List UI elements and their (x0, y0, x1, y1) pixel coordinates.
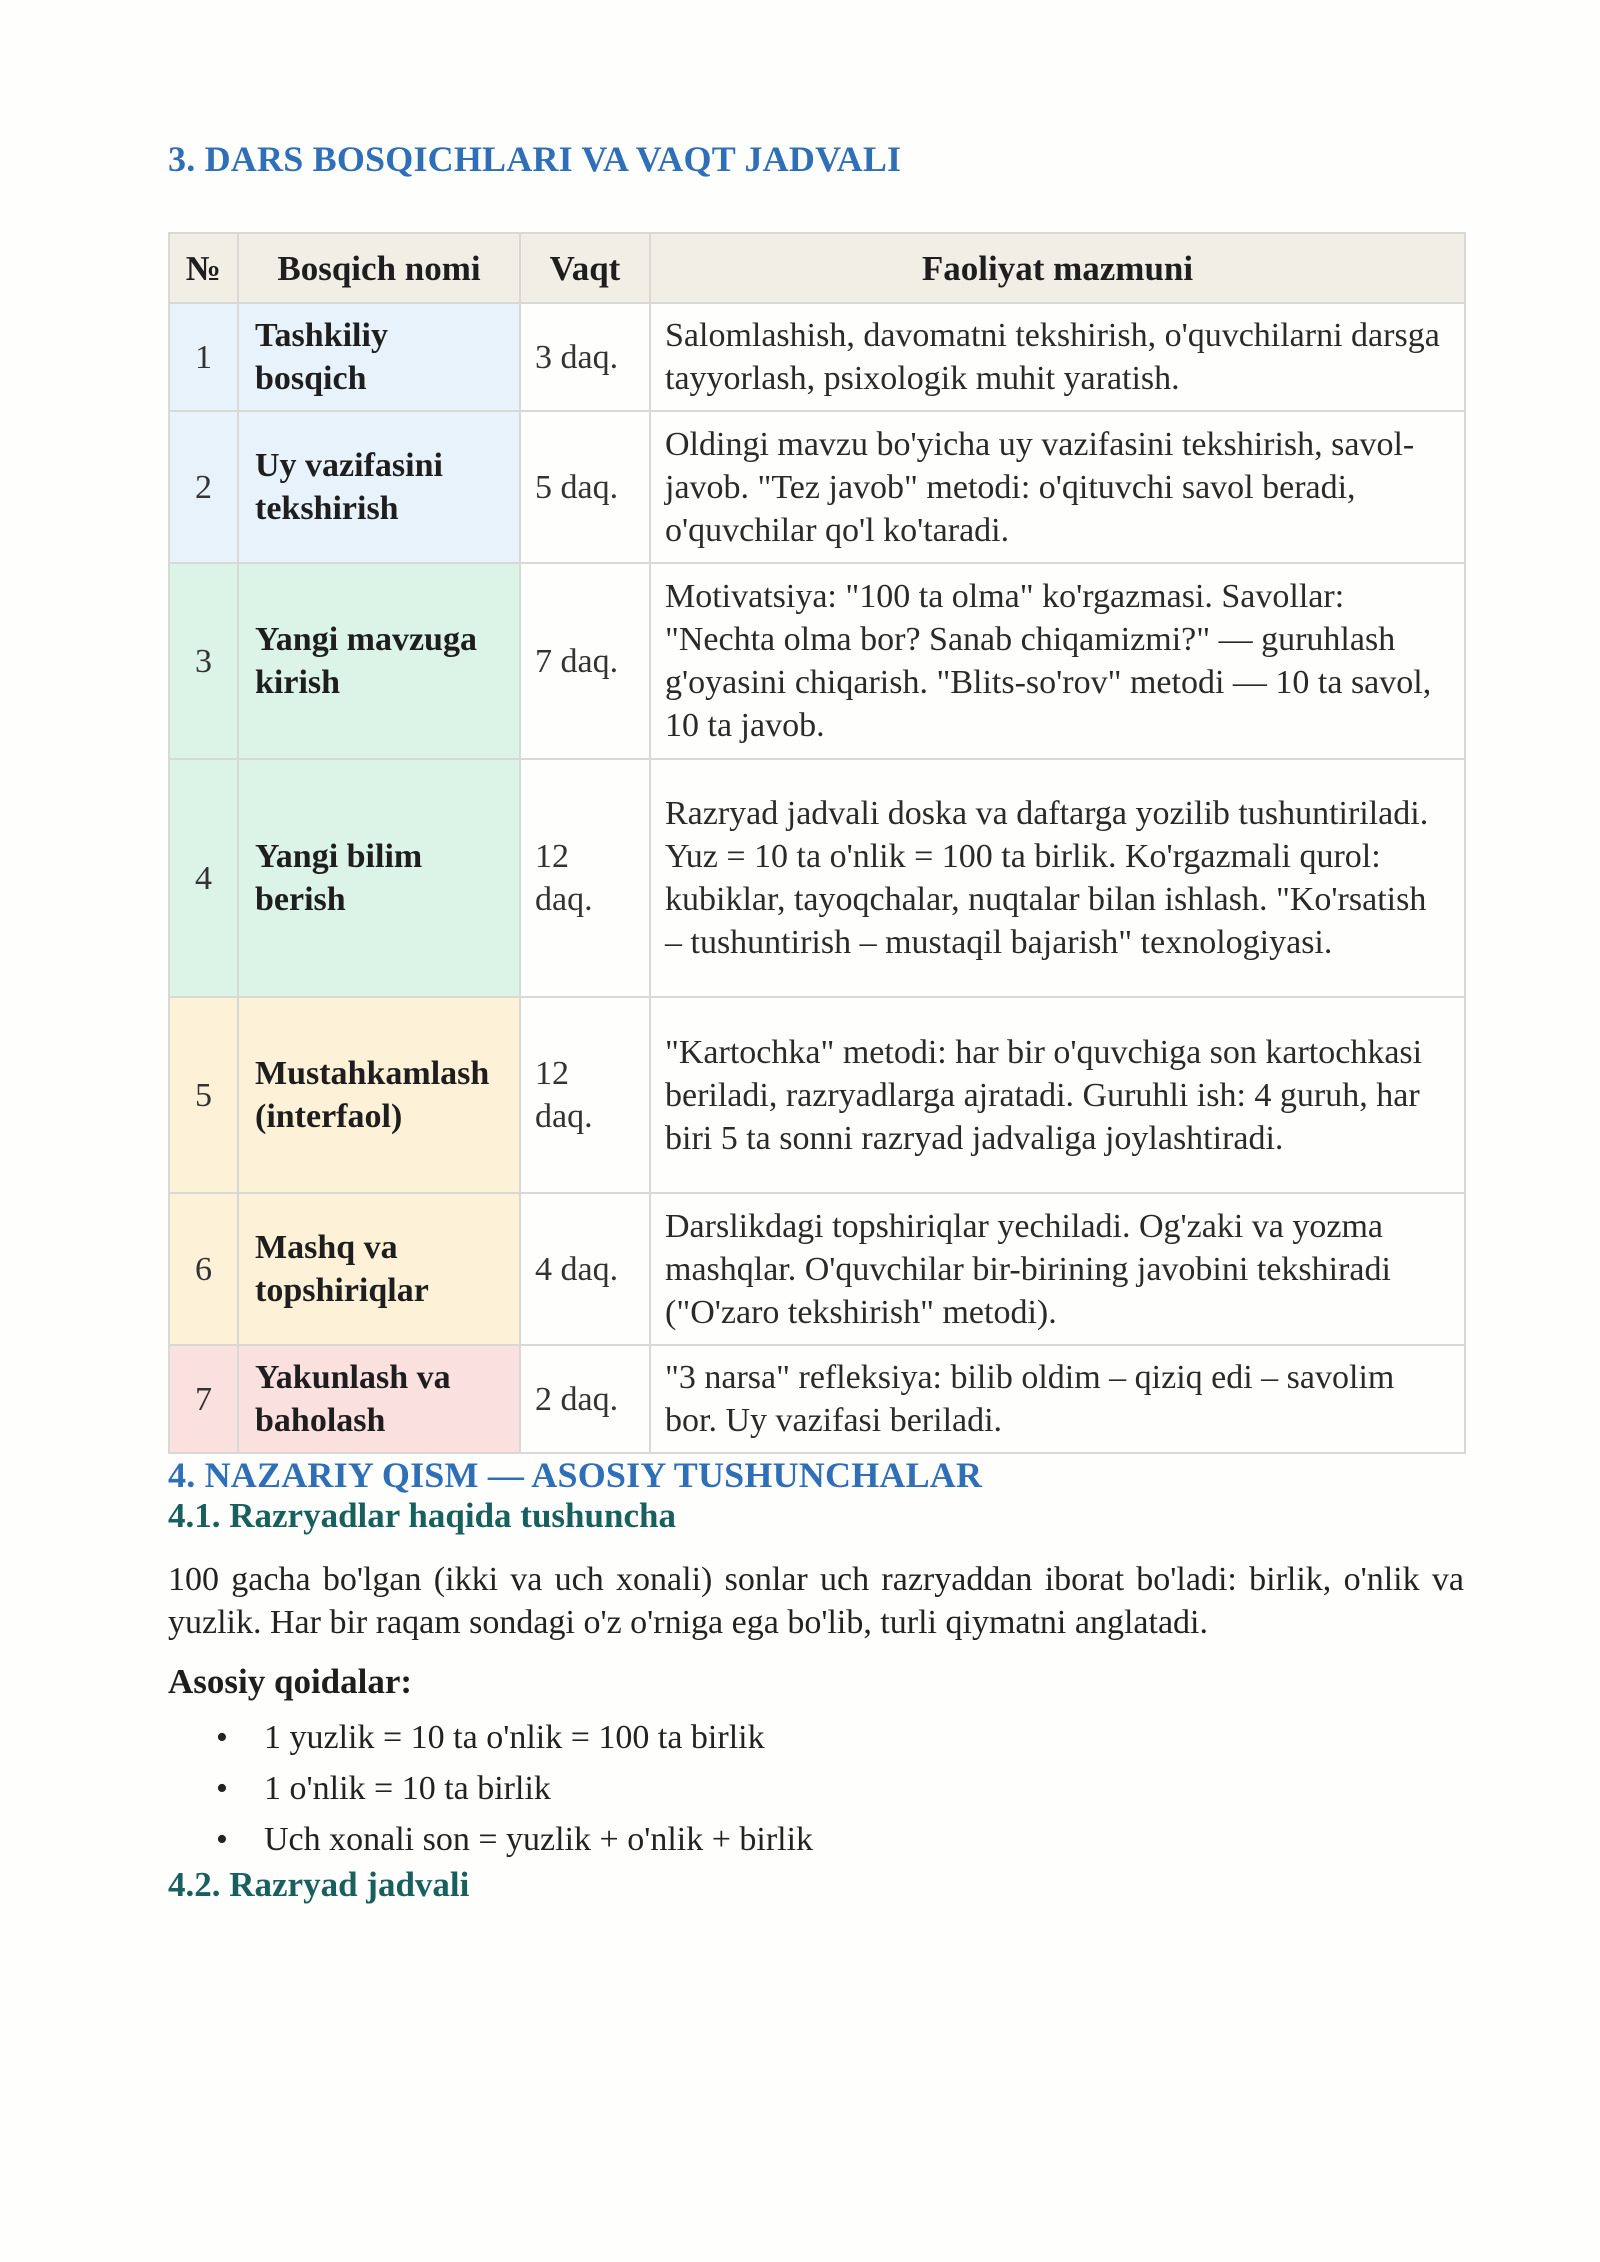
row-stage-name: Tashkiliy bosqich (238, 303, 520, 411)
subsection-4-2-heading: 4.2. Razryad jadvali (168, 1865, 470, 1904)
rule-text: 1 yuzlik = 10 ta o'nlik = 100 ta birlik (264, 1719, 765, 1756)
table-row (169, 563, 1465, 759)
row-activity: Motivatsiya: "100 ta olma" ko'rgazmasi. Savollar: "Nechta olma bor? Sanab chiqamizmi?" — guruhlash g'oyasini chiqarish. "Blits-so'rov" metodi — 10 ta savol, 10 ta javob. (650, 563, 1465, 759)
header-number: № (169, 233, 238, 303)
row-time: 7 daq. (520, 563, 650, 759)
lesson-stages-table (168, 232, 1466, 1454)
row-stage-name: Yangi mavzuga kirish (238, 563, 520, 759)
table-row (169, 759, 1465, 997)
section-3-heading: 3. DARS BOSQICHLARI VA VAQT JADVALI (168, 139, 902, 179)
row-number: 3 (169, 563, 238, 759)
row-activity: "Kartochka" metodi: har bir o'quvchiga son kartochkasi beriladi, razryadlarga ajratadi. Guruhli ish: 4 guruh, har biri 5 ta sonni razryad jadvaliga joylashtiradi. (650, 997, 1465, 1193)
row-number: 5 (169, 997, 238, 1193)
table-row (169, 1345, 1465, 1453)
row-activity: Darslikdagi topshiriqlar yechiladi. Og'zaki va yozma mashqlar. O'quvchilar bir-birining javobini tekshiradi ("O'zaro tekshirish" metodi). (650, 1193, 1465, 1345)
header-stage-name: Bosqich nomi (238, 233, 520, 303)
row-stage-name: Mashq va topshiriqlar (238, 1193, 520, 1345)
list-item (168, 1712, 1464, 1763)
rules-heading: Asosiy qoidalar: (168, 1662, 413, 1701)
row-number: 7 (169, 1345, 238, 1453)
row-activity: Oldingi mavzu bo'yicha uy vazifasini tekshirish, savol-javob. "Tez javob" metodi: o'qituvchi savol beradi, o'quvchilar qo'l ko'taradi. (650, 411, 1465, 563)
table-header-row (169, 233, 1465, 303)
row-stage-name: Mustahkamlash (interfaol) (238, 997, 520, 1193)
bullet-icon: • (216, 1719, 228, 1756)
row-activity: Razryad jadvali doska va daftarga yozilib tushuntiriladi. Yuz = 10 ta o'nlik = 100 ta birlik. Ko'rgazmali qurol: kubiklar, tayoqchalar, nuqtalar bilan ishlash. "Ko'rsatish – tushuntirish – mustaqil bajarish" texnologiyasi. (650, 759, 1465, 997)
row-time: 12 daq. (520, 759, 650, 997)
row-time: 2 daq. (520, 1345, 650, 1453)
bullet-icon: • (216, 1821, 228, 1858)
row-time: 4 daq. (520, 1193, 650, 1345)
row-time: 5 daq. (520, 411, 650, 563)
section-4-heading: 4. NAZARIY QISM — ASOSIY TUSHUNCHALAR (168, 1455, 983, 1495)
list-item (168, 1763, 1464, 1814)
bullet-icon: • (216, 1770, 228, 1807)
row-stage-name: Yakunlash va baholash (238, 1345, 520, 1453)
header-time: Vaqt (520, 233, 650, 303)
row-number: 4 (169, 759, 238, 997)
table-row (169, 411, 1465, 563)
theory-paragraph: 100 gacha bo'lgan (ikki va uch xonali) sonlar uch razryaddan iborat bo'ladi: birlik, o'nlik va yuzlik. Har bir raqam sondagi o'z o'rniga ega bo'lib, turli qiymatni anglatadi. (168, 1561, 1464, 1641)
rules-list (168, 1712, 1464, 1865)
page-content (168, 138, 1464, 1905)
row-number: 6 (169, 1193, 238, 1345)
row-activity: "3 narsa" refleksiya: bilib oldim – qiziq edi – savolim bor. Uy vazifasi beriladi. (650, 1345, 1465, 1453)
row-number: 1 (169, 303, 238, 411)
rule-text: Uch xonali son = yuzlik + o'nlik + birlik (264, 1821, 814, 1858)
row-activity: Salomlashish, davomatni tekshirish, o'quvchilarni darsga tayyorlash, psixologik muhit yaratish. (650, 303, 1465, 411)
list-item (168, 1814, 1464, 1865)
table-row (169, 303, 1465, 411)
row-stage-name: Yangi bilim berish (238, 759, 520, 997)
rule-text: 1 o'nlik = 10 ta birlik (264, 1770, 551, 1807)
subsection-4-1-heading: 4.1. Razryadlar haqida tushuncha (168, 1496, 676, 1535)
row-number: 2 (169, 411, 238, 563)
table-row (169, 1193, 1465, 1345)
table-row (169, 997, 1465, 1193)
row-time: 3 daq. (520, 303, 650, 411)
row-stage-name: Uy vazifasini tekshirish (238, 411, 520, 563)
header-activity: Faoliyat mazmuni (650, 233, 1465, 303)
row-time: 12 daq. (520, 997, 650, 1193)
